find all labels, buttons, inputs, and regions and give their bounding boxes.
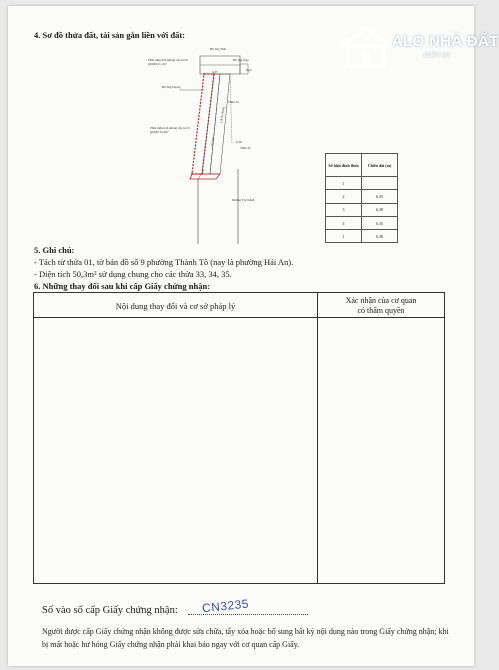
label-dim1: 6,35: [212, 70, 218, 74]
length-table-header: Chiều dài (m): [362, 154, 398, 177]
changes-col2-header: Xác nhận của cơ quan có thẩm quyền: [345, 296, 417, 315]
label-plot: Thửa 34: [228, 100, 239, 104]
label-plot2: Thửa 35: [240, 146, 251, 150]
table-row: 3 6,38: [326, 203, 398, 216]
label-bottom-shared: Phần diện tích không cấp GCN QSDĐ 43,4m²: [150, 126, 190, 134]
footer-note: Người được cấp Giấy chứng nhận không được sửa chữa, tẩy xóa hoặc bổ sung bất kỳ nội dung nào trong Giấy chứng nhận; khi bị mất hoặc hư hỏng Giấy chứng nhận phải khai báo ngay với cơ quan cấp Giấy.: [42, 627, 449, 649]
note-line-2: - Diện tích 50,3m² sử dụng chung cho các thửa 33, 34, 35.: [34, 269, 232, 279]
register-label: Số vào sổ cấp Giấy chứng nhận:: [42, 605, 178, 616]
label-lane: Ngõ: [246, 68, 252, 72]
section5-title: 5. Ghi chú:: [34, 245, 75, 255]
changes-table: [33, 292, 445, 584]
house-logo-icon: [336, 24, 396, 70]
label-dim2: 6,38: [236, 140, 242, 144]
section4-title: 4. Sơ đồ thửa đất, tài sản gắn liền với đất:: [34, 30, 186, 40]
label-right-owner: Hộ ông Ngọ: [233, 58, 249, 62]
header-divider: [34, 317, 444, 318]
length-table-header: Số hiệu đỉnh thửa: [326, 154, 362, 177]
register-value: CN3235: [201, 596, 250, 616]
table-row: 1 6,38: [326, 230, 398, 243]
label-top-shared: Phần diện tích không cấp GCN QSDĐ 21,1m²: [148, 58, 188, 66]
note-line-1: - Tách từ thửa 01, tờ bản đồ số 9 phường Thành Tô (nay là phường Hải An).: [34, 257, 294, 267]
label-vertical1: Lối đi chung: [219, 106, 226, 124]
section6-title: 6. Những thay đổi sau khi cấp Giấy chứng nhận:: [34, 281, 211, 291]
length-table: [325, 153, 398, 243]
label-vertical2: 50,3m²: [209, 137, 216, 147]
table-row: 4 6,35: [326, 216, 398, 229]
watermark-domain: .com.vn: [422, 50, 451, 59]
watermark-brand: ALO NHÀ ĐẤT: [392, 33, 499, 50]
table-row: 2 6,35: [326, 190, 398, 203]
changes-col1-header: Nội dung thay đổi và cơ sở pháp lý: [115, 301, 236, 311]
label-top-owner: Hộ ông Thái: [210, 47, 227, 51]
table-row: 1: [326, 177, 398, 190]
label-left-owner: Hộ ông Phong: [162, 85, 181, 89]
column-divider: [317, 293, 318, 583]
label-road: Đường Tây Kênh: [232, 198, 255, 202]
